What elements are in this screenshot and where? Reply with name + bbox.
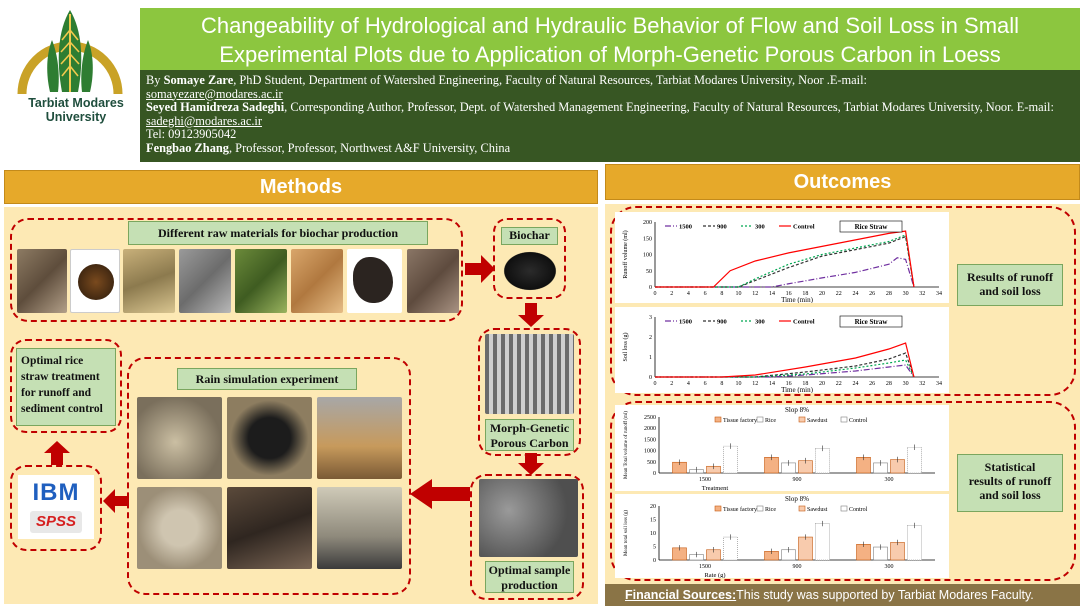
x-tick-label: 4 bbox=[686, 381, 690, 387]
ibm-text: IBM bbox=[32, 479, 80, 506]
rain-simulation-label: Rain simulation experiment bbox=[177, 368, 357, 390]
runoff-chart-panel bbox=[615, 212, 949, 303]
arrow-down-icon bbox=[518, 453, 544, 475]
x-tick-label: 0 bbox=[653, 291, 657, 297]
category-label: 300 bbox=[884, 564, 894, 570]
rain-photo bbox=[137, 487, 222, 569]
x-tick-label: 2 bbox=[670, 381, 674, 387]
author2-name: Seyed Hamidreza Sadeghi bbox=[146, 100, 285, 115]
x-tick-label: 0 bbox=[653, 381, 657, 387]
chart-title: Rice Straw bbox=[854, 318, 888, 326]
category-label: 900 bbox=[792, 477, 802, 483]
y-tick-label: 20 bbox=[650, 504, 656, 510]
author3-name: Fengbao Zhang bbox=[146, 140, 229, 155]
y-axis-label: Mean Total volume of runoff (ml) bbox=[624, 411, 629, 479]
soilloss-bar-chart bbox=[615, 494, 949, 578]
legend-label: 1500 bbox=[679, 318, 692, 326]
x-axis-label: Time (min) bbox=[781, 296, 813, 303]
y-tick-label: 100 bbox=[643, 252, 652, 259]
legend-label: Tissue factory bbox=[723, 418, 757, 424]
biochar-photo bbox=[500, 249, 560, 293]
rain-photo bbox=[137, 397, 222, 479]
y-tick-label: 500 bbox=[647, 459, 656, 466]
x-tick-label: 32 bbox=[919, 381, 926, 387]
stats-label-line3: and soil loss bbox=[979, 488, 1041, 502]
y-tick-label: 2500 bbox=[644, 415, 656, 421]
y-tick-label: 10 bbox=[650, 531, 656, 537]
legend-label: Tissue factory bbox=[723, 507, 757, 513]
x-tick-label: 12 bbox=[752, 291, 759, 297]
x-tick-label: 2 bbox=[670, 291, 674, 297]
chart-title: Rice Straw bbox=[854, 223, 888, 231]
author2-desc: , Corresponding Author, Professor, Dept. of Watershed Management Engineering, Faculty of Natural Resources, Tarbiat Modares University, Noor. E-mail: bbox=[284, 100, 1054, 115]
category-label: 900 bbox=[792, 564, 802, 570]
y-tick-label: 50 bbox=[646, 268, 652, 275]
arrow-right-icon bbox=[465, 255, 495, 283]
bar bbox=[816, 448, 830, 473]
outcomes-header: Outcomes bbox=[605, 164, 1080, 200]
ibm-spss-logo bbox=[18, 475, 94, 539]
y-tick-label: 2 bbox=[649, 335, 652, 341]
y-tick-label: 0 bbox=[649, 285, 652, 291]
x-tick-label: 14 bbox=[768, 291, 775, 297]
x-tick-label: 12 bbox=[752, 381, 759, 387]
series-line bbox=[655, 235, 914, 287]
runoff-bar-chart bbox=[615, 405, 949, 491]
legend-label: 900 bbox=[717, 318, 727, 326]
author1-email[interactable]: somayezare@modares.ac.ir bbox=[146, 86, 283, 101]
chart-title: Slop 8% bbox=[785, 406, 809, 414]
raw-material-photo bbox=[17, 249, 67, 313]
x-tick-label: 18 bbox=[802, 381, 809, 387]
legend-swatch bbox=[841, 417, 847, 422]
legend-label: Sawdust bbox=[807, 418, 828, 424]
legend-label: Rice bbox=[765, 507, 776, 513]
soilloss-chart-panel bbox=[615, 307, 949, 393]
series-line bbox=[655, 237, 914, 287]
methods-panel bbox=[4, 207, 598, 604]
financial-label: Financial Sources: bbox=[625, 588, 737, 602]
raw-materials-label: Different raw materials for biochar production bbox=[128, 221, 428, 245]
legend-swatch bbox=[715, 417, 721, 422]
x-tick-label: 6 bbox=[703, 291, 707, 297]
arrow-down-icon bbox=[518, 303, 544, 327]
raw-material-photo bbox=[235, 249, 287, 313]
stats-label bbox=[957, 454, 1063, 512]
x-tick-label: 20 bbox=[819, 291, 826, 297]
x-tick-label: 22 bbox=[835, 381, 842, 387]
arrow-left-icon bbox=[410, 479, 470, 509]
y-tick-label: 0 bbox=[653, 558, 656, 564]
x-tick-label: 28 bbox=[885, 291, 892, 297]
title-line2: Experimental Plots due to Application of Morph-Genetic Porous Carbon in Loess bbox=[219, 42, 1001, 67]
legend-label: Control bbox=[793, 223, 815, 231]
authors-block bbox=[140, 70, 1080, 162]
poster-title bbox=[140, 8, 1080, 70]
x-tick-label: 18 bbox=[802, 291, 809, 297]
legend-swatch bbox=[841, 506, 847, 511]
x-tick-label: 24 bbox=[852, 291, 859, 297]
optimal-sample-label bbox=[485, 561, 574, 593]
y-tick-label: 1 bbox=[649, 355, 652, 361]
y-tick-label: 15 bbox=[650, 517, 656, 524]
x-tick-label: 30 bbox=[902, 381, 909, 387]
optimal-rice-line3: for runoff and bbox=[21, 387, 92, 399]
spss-text: SPSS bbox=[30, 511, 82, 533]
optimal-sample-label-line1: Optimal sample bbox=[488, 563, 571, 577]
optimal-sample-photo bbox=[479, 479, 578, 557]
legend-label: Control bbox=[849, 507, 868, 513]
legend-label: 1500 bbox=[679, 223, 692, 231]
results-label-line2: and soil loss bbox=[979, 284, 1041, 298]
author1-desc: , PhD Student, Department of Watershed Engineering, Faculty of Natural Resources, Tarbiat Modares University, Noor .E-mail: bbox=[233, 73, 868, 87]
series-line bbox=[655, 258, 914, 287]
x-tick-label: 8 bbox=[720, 381, 724, 387]
soilloss-bar-chart-panel bbox=[615, 494, 949, 578]
title-line1: Changeability of Hydrological and Hydraulic Behavior of Flow and Soil Loss in Small bbox=[200, 13, 1020, 38]
bar bbox=[908, 447, 922, 473]
porous-carbon-label bbox=[485, 419, 574, 451]
x-axis-label: Time (min) bbox=[781, 386, 813, 393]
bar bbox=[816, 524, 830, 560]
raw-material-photo bbox=[407, 249, 459, 313]
x-tick-label: 6 bbox=[703, 381, 707, 387]
university-logo bbox=[0, 0, 140, 130]
series-line bbox=[655, 343, 914, 377]
x-tick-label: 10 bbox=[735, 381, 742, 387]
x-tick-label: 26 bbox=[869, 381, 876, 387]
rain-photo bbox=[227, 397, 312, 479]
outcomes-panel bbox=[605, 204, 1080, 584]
y-tick-label: 150 bbox=[643, 236, 652, 243]
legend-swatch bbox=[757, 506, 763, 511]
x-tick-label: 10 bbox=[735, 291, 742, 297]
porous-carbon-photo bbox=[485, 334, 574, 414]
y-tick-label: 0 bbox=[653, 471, 656, 477]
legend-label: Control bbox=[849, 418, 868, 424]
category-label: 300 bbox=[884, 477, 894, 483]
category-label: 1500 bbox=[699, 564, 711, 570]
y-axis-label: Mean total soil loss (g) bbox=[624, 509, 629, 557]
x-axis-label: Rate (g) bbox=[704, 572, 726, 578]
x-tick-label: 34 bbox=[936, 291, 942, 297]
optimal-rice-line2: straw treatment bbox=[21, 371, 100, 383]
author-tel: Tel: 09123905042 bbox=[146, 127, 237, 142]
x-tick-label: 28 bbox=[885, 381, 892, 387]
y-tick-label: 0 bbox=[649, 375, 652, 381]
x-tick-label: 26 bbox=[869, 291, 876, 297]
raw-material-photo bbox=[123, 249, 175, 313]
legend-label: Rice bbox=[765, 418, 776, 424]
optimal-rice-line4: sediment control bbox=[21, 403, 103, 415]
porous-carbon-label-line1: Morph-Genetic bbox=[489, 421, 570, 435]
runoff-line-chart bbox=[615, 212, 949, 303]
x-tick-label: 32 bbox=[919, 291, 926, 297]
y-axis-label: Soil loss (g) bbox=[623, 332, 629, 362]
legend-label: Sawdust bbox=[807, 507, 828, 513]
x-tick-label: 34 bbox=[936, 381, 942, 387]
x-tick-label: 4 bbox=[686, 291, 690, 297]
x-tick-label: 20 bbox=[819, 381, 826, 387]
raw-material-photo bbox=[70, 249, 120, 313]
stats-label-line2: results of runoff bbox=[968, 474, 1052, 488]
methods-header: Methods bbox=[4, 170, 598, 204]
runoff-bar-chart-panel bbox=[615, 405, 949, 491]
y-tick-label: 5 bbox=[653, 544, 656, 551]
porous-carbon-label-line2: Porous Carbon bbox=[490, 436, 569, 450]
legend-label: 300 bbox=[755, 318, 765, 326]
y-tick-label: 200 bbox=[643, 220, 652, 226]
rain-photo bbox=[227, 487, 312, 569]
category-label: 1500 bbox=[699, 477, 711, 483]
series-line bbox=[655, 231, 914, 287]
x-tick-label: 14 bbox=[768, 381, 775, 387]
optimal-rice-line1: Optimal rice bbox=[21, 355, 84, 367]
legend-label: Control bbox=[793, 318, 815, 326]
x-tick-label: 22 bbox=[835, 291, 842, 297]
author1-prefix: By bbox=[146, 73, 164, 87]
x-axis-label: Treatment bbox=[701, 485, 729, 491]
y-tick-label: 3 bbox=[649, 315, 652, 321]
optimal-rice-label bbox=[16, 348, 116, 426]
x-tick-label: 24 bbox=[852, 381, 859, 387]
legend-swatch bbox=[799, 506, 805, 511]
cypress-tree-icon bbox=[0, 0, 140, 96]
legend-swatch bbox=[715, 506, 721, 511]
chart-title: Slop 8% bbox=[785, 495, 809, 503]
rain-photo bbox=[317, 487, 402, 569]
x-tick-label: 16 bbox=[785, 291, 792, 297]
financial-sources bbox=[605, 584, 1080, 606]
author1-name: Somaye Zare bbox=[163, 73, 234, 87]
x-tick-label: 16 bbox=[785, 381, 792, 387]
bar bbox=[908, 525, 922, 560]
bar bbox=[724, 446, 738, 473]
raw-material-photo bbox=[291, 249, 343, 313]
legend-label: 300 bbox=[755, 223, 765, 231]
author2-email[interactable]: sadeghi@modares.ac.ir bbox=[146, 113, 262, 128]
legend-swatch bbox=[757, 417, 763, 422]
bar bbox=[799, 537, 813, 560]
soilloss-line-chart bbox=[615, 307, 949, 393]
rain-photo bbox=[317, 397, 402, 479]
arrow-up-icon bbox=[44, 441, 70, 465]
stats-label-line1: Statistical bbox=[984, 460, 1036, 474]
biochar-label: Biochar bbox=[501, 227, 558, 245]
y-tick-label: 2000 bbox=[644, 426, 656, 433]
optimal-sample-label-line2: production bbox=[501, 578, 558, 592]
results-label-line1: Results of runoff bbox=[967, 270, 1053, 284]
raw-material-photo bbox=[347, 249, 402, 313]
y-axis-label: Runoff volume (ml) bbox=[623, 230, 629, 279]
logo-line1: Tarbiat Modares bbox=[28, 96, 124, 110]
results-label bbox=[957, 264, 1063, 306]
arrow-left-icon bbox=[103, 489, 129, 513]
x-tick-label: 30 bbox=[902, 291, 909, 297]
financial-text: This study was supported by Tarbiat Modares Faculty. bbox=[736, 588, 1034, 602]
author3-desc: , Professor, Professor, Northwest A&F University, China bbox=[228, 140, 511, 155]
legend-swatch bbox=[799, 417, 805, 422]
raw-material-photo bbox=[179, 249, 231, 313]
legend-label: 900 bbox=[717, 223, 727, 231]
bar bbox=[724, 537, 738, 560]
y-tick-label: 1000 bbox=[644, 448, 656, 455]
x-tick-label: 8 bbox=[720, 291, 724, 297]
y-tick-label: 1500 bbox=[644, 437, 656, 444]
logo-line2: University bbox=[45, 110, 107, 124]
